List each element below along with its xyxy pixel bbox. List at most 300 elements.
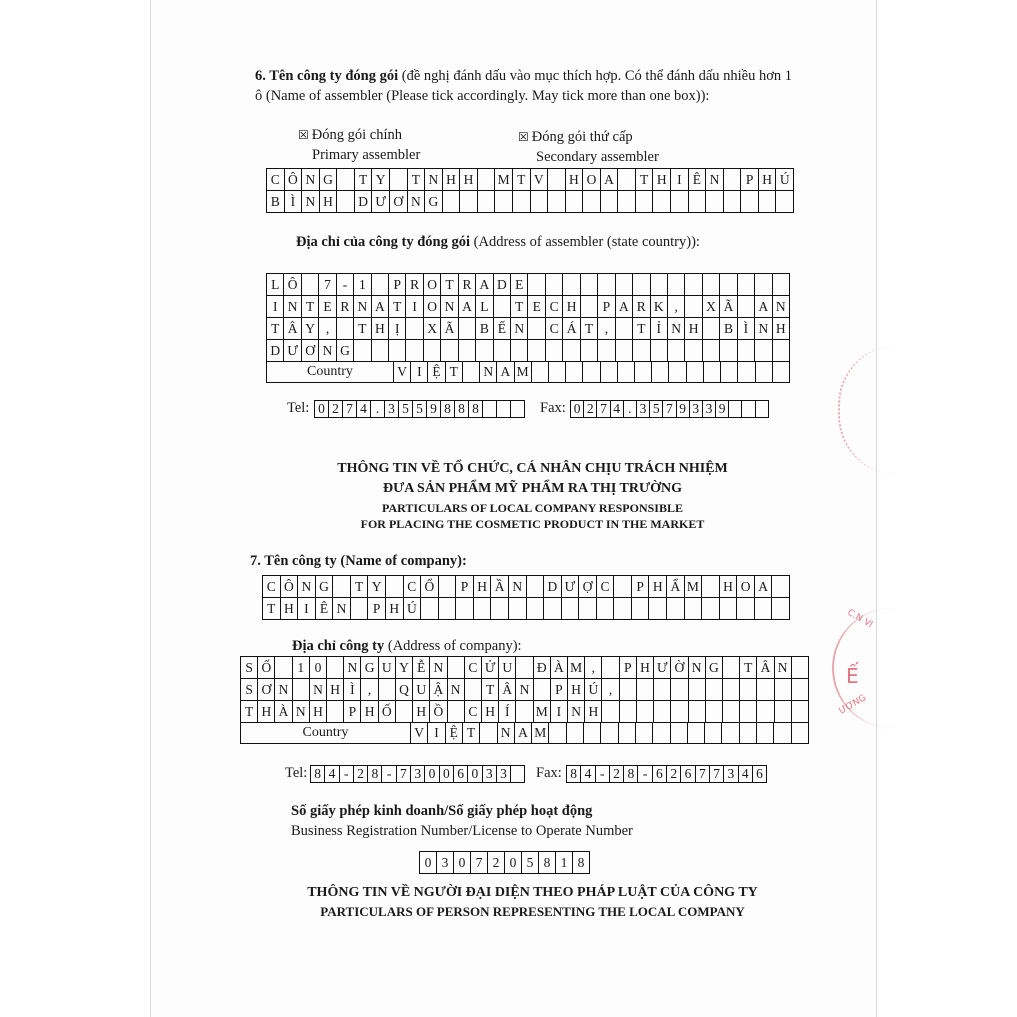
char-cell bbox=[652, 361, 669, 383]
char-cell: H bbox=[759, 169, 777, 191]
char-cell bbox=[495, 191, 513, 213]
char-cell: P bbox=[551, 679, 568, 701]
char-cell bbox=[459, 318, 476, 340]
digit-cell: 0 bbox=[315, 401, 329, 418]
char-cell: H bbox=[653, 169, 671, 191]
digit-cell: 3 bbox=[483, 766, 497, 783]
char-cell: A bbox=[601, 169, 619, 191]
char-cell bbox=[706, 679, 723, 701]
representative-heading-line2: PARTICULARS OF PERSON REPRESENTING THE LOCAL COMPANY bbox=[320, 904, 745, 919]
company-tel-label: Tel: bbox=[285, 765, 308, 781]
digit-cell: 5 bbox=[413, 401, 427, 418]
char-cell: N bbox=[706, 169, 724, 191]
char-cell: R bbox=[459, 274, 476, 296]
char-cell bbox=[757, 701, 774, 723]
char-cell: K bbox=[651, 296, 668, 318]
char-cell bbox=[632, 598, 650, 620]
char-cell: T bbox=[351, 576, 369, 598]
digit-cell: 4 bbox=[357, 401, 371, 418]
char-cell: O bbox=[424, 274, 441, 296]
char-cell: N bbox=[302, 169, 320, 191]
char-cell bbox=[636, 191, 654, 213]
char-cell: À bbox=[551, 657, 568, 679]
char-cell bbox=[653, 722, 670, 744]
digit-cell: 2 bbox=[488, 852, 505, 874]
char-cell: Ì bbox=[285, 191, 303, 213]
char-cell: U bbox=[379, 657, 396, 679]
char-cell bbox=[618, 361, 635, 383]
char-cell: Â bbox=[284, 318, 301, 340]
company-name-grid bbox=[262, 575, 790, 620]
char-cell: Á bbox=[563, 318, 580, 340]
char-cell: H bbox=[460, 169, 478, 191]
char-cell: T bbox=[446, 361, 463, 383]
char-cell: P bbox=[344, 701, 361, 723]
char-cell bbox=[669, 361, 686, 383]
char-cell: T bbox=[302, 296, 319, 318]
char-cell bbox=[614, 598, 632, 620]
char-cell: D bbox=[494, 274, 511, 296]
char-cell: P bbox=[741, 169, 759, 191]
char-cell bbox=[478, 191, 496, 213]
char-cell: M bbox=[534, 701, 551, 723]
char-cell bbox=[531, 191, 549, 213]
char-cell bbox=[759, 191, 777, 213]
char-cell: V bbox=[531, 169, 549, 191]
char-cell bbox=[776, 191, 794, 213]
char-cell bbox=[459, 340, 476, 362]
char-cell bbox=[724, 191, 742, 213]
char-cell: N bbox=[425, 169, 443, 191]
char-cell: C bbox=[546, 318, 563, 340]
char-cell bbox=[406, 340, 423, 362]
digit-cell: 0 bbox=[468, 766, 482, 783]
company-address-label-bold: Địa chỉ công ty bbox=[292, 638, 385, 654]
char-cell: N bbox=[333, 598, 351, 620]
char-cell bbox=[704, 361, 721, 383]
char-cell bbox=[549, 722, 566, 744]
char-cell: P bbox=[456, 576, 474, 598]
char-cell bbox=[654, 679, 671, 701]
char-cell: Ô bbox=[285, 169, 303, 191]
char-cell: Ư bbox=[372, 191, 390, 213]
char-cell: E bbox=[319, 296, 336, 318]
char-cell bbox=[738, 296, 755, 318]
char-cell: M bbox=[685, 576, 703, 598]
char-cell bbox=[685, 296, 702, 318]
char-cell: B bbox=[720, 318, 737, 340]
digit-cell: . bbox=[371, 401, 385, 418]
char-cell bbox=[633, 340, 650, 362]
char-cell: I bbox=[267, 296, 284, 318]
representative-heading-line1: THÔNG TIN VỀ NGƯỜI ĐẠI DIỆN THEO PHÁP LUẬT CỦA CÔNG TY bbox=[307, 885, 758, 900]
primary-assembler-en: Primary assembler bbox=[312, 147, 421, 163]
responsible-heading-line3: PARTICULARS OF LOCAL COMPANY RESPONSIBLE bbox=[382, 501, 683, 515]
char-cell bbox=[635, 361, 652, 383]
char-cell: H bbox=[566, 169, 584, 191]
char-cell: , bbox=[668, 296, 685, 318]
digit-cell: 8 bbox=[441, 401, 455, 418]
char-cell: E bbox=[528, 296, 545, 318]
char-cell: A bbox=[497, 361, 514, 383]
char-cell: T bbox=[241, 701, 258, 723]
char-cell bbox=[494, 340, 511, 362]
char-cell: Ê bbox=[316, 598, 334, 620]
char-cell bbox=[372, 340, 389, 362]
char-cell bbox=[668, 340, 685, 362]
company-address-label bbox=[292, 638, 522, 655]
char-cell bbox=[448, 657, 465, 679]
char-cell bbox=[721, 361, 738, 383]
char-cell: Ố bbox=[258, 657, 275, 679]
char-cell: H bbox=[443, 169, 461, 191]
assembler-address-label-bold: Địa chỉ của công ty đóng gói bbox=[296, 234, 471, 250]
assembler-fax-grid bbox=[570, 400, 769, 418]
digit-cell: 6 bbox=[681, 766, 695, 783]
digit-cell: 9 bbox=[677, 401, 690, 418]
char-cell bbox=[685, 274, 702, 296]
digit-cell: 7 bbox=[663, 401, 676, 418]
char-cell: Ế bbox=[494, 318, 511, 340]
digit-cell bbox=[729, 401, 742, 418]
char-cell bbox=[722, 722, 739, 744]
char-cell bbox=[687, 361, 704, 383]
digit-cell: 3 bbox=[385, 401, 399, 418]
digit-cell bbox=[497, 401, 511, 418]
char-cell bbox=[421, 598, 439, 620]
char-cell: A bbox=[616, 296, 633, 318]
assembler-name-grid bbox=[266, 168, 794, 213]
char-cell bbox=[579, 598, 597, 620]
char-cell bbox=[602, 701, 619, 723]
char-cell bbox=[703, 340, 720, 362]
char-cell bbox=[293, 679, 310, 701]
char-cell bbox=[424, 340, 441, 362]
char-cell: T bbox=[482, 679, 499, 701]
char-cell bbox=[723, 657, 740, 679]
char-cell bbox=[516, 701, 533, 723]
digit-cell: 6 bbox=[653, 766, 667, 783]
char-cell: C bbox=[546, 296, 563, 318]
char-cell bbox=[668, 274, 685, 296]
digit-cell: 3 bbox=[703, 401, 716, 418]
char-cell: Ố bbox=[379, 701, 396, 723]
stamp-text-bottom: ƯƠNG bbox=[837, 693, 869, 717]
char-cell bbox=[581, 296, 598, 318]
company-fax-label: Fax: bbox=[536, 765, 562, 781]
digit-cell bbox=[742, 401, 755, 418]
digit-cell: 8 bbox=[539, 852, 556, 874]
char-cell: À bbox=[275, 701, 292, 723]
char-cell bbox=[738, 274, 755, 296]
char-cell: N bbox=[668, 318, 685, 340]
char-cell: N bbox=[298, 576, 316, 598]
char-cell bbox=[527, 598, 545, 620]
char-cell: I bbox=[298, 598, 316, 620]
char-cell bbox=[463, 361, 480, 383]
char-cell: Ầ bbox=[491, 576, 509, 598]
char-cell bbox=[667, 598, 685, 620]
company-country-row bbox=[240, 722, 809, 744]
char-cell bbox=[511, 340, 528, 362]
char-cell: O bbox=[583, 169, 601, 191]
char-cell bbox=[372, 274, 389, 296]
char-cell bbox=[513, 191, 531, 213]
char-cell bbox=[740, 679, 757, 701]
char-cell: Ử bbox=[482, 657, 499, 679]
char-cell bbox=[601, 191, 619, 213]
country-label: Country bbox=[267, 361, 394, 383]
digit-cell: 3 bbox=[637, 401, 650, 418]
char-cell: H bbox=[585, 701, 602, 723]
char-cell: Đ bbox=[534, 657, 551, 679]
char-cell: Ệ bbox=[428, 361, 445, 383]
char-cell bbox=[532, 361, 549, 383]
char-cell bbox=[775, 679, 792, 701]
char-cell: P bbox=[632, 576, 650, 598]
digit-cell: 0 bbox=[505, 852, 522, 874]
char-cell bbox=[566, 361, 583, 383]
char-cell bbox=[620, 679, 637, 701]
digit-cell: 2 bbox=[354, 766, 368, 783]
char-cell bbox=[705, 722, 722, 744]
char-cell: S bbox=[241, 679, 258, 701]
char-cell: P bbox=[598, 296, 615, 318]
char-cell: C bbox=[465, 657, 482, 679]
char-cell bbox=[703, 318, 720, 340]
char-cell: P bbox=[620, 657, 637, 679]
section6-heading bbox=[255, 68, 792, 85]
char-cell: S bbox=[241, 657, 258, 679]
char-cell bbox=[755, 598, 773, 620]
char-cell: H bbox=[482, 701, 499, 723]
char-cell bbox=[443, 191, 461, 213]
char-cell bbox=[671, 722, 688, 744]
char-cell: , bbox=[361, 679, 378, 701]
char-cell bbox=[741, 191, 759, 213]
char-cell bbox=[337, 169, 355, 191]
char-cell: E bbox=[511, 274, 528, 296]
checked-box-icon: ☒ bbox=[298, 128, 309, 142]
char-cell: T bbox=[441, 274, 458, 296]
digit-cell: 2 bbox=[610, 766, 624, 783]
country-label: Country bbox=[241, 722, 411, 744]
char-cell bbox=[439, 598, 457, 620]
char-cell bbox=[302, 274, 319, 296]
char-cell bbox=[509, 598, 527, 620]
char-cell bbox=[740, 701, 757, 723]
char-cell: V bbox=[394, 361, 411, 383]
char-cell bbox=[620, 701, 637, 723]
char-cell bbox=[528, 340, 545, 362]
char-cell bbox=[671, 191, 689, 213]
char-cell: G bbox=[425, 191, 443, 213]
char-cell: T bbox=[263, 598, 281, 620]
char-cell bbox=[757, 722, 774, 744]
assembler-tel-label: Tel: bbox=[287, 400, 310, 416]
char-cell bbox=[616, 340, 633, 362]
char-cell: H bbox=[720, 576, 738, 598]
char-cell bbox=[516, 657, 533, 679]
char-cell bbox=[637, 679, 654, 701]
char-cell: G bbox=[706, 657, 723, 679]
char-cell: M bbox=[515, 361, 532, 383]
char-cell bbox=[598, 340, 615, 362]
stamp-text-top: C.N VI bbox=[845, 607, 875, 631]
char-cell: N bbox=[293, 701, 310, 723]
char-cell: A bbox=[755, 576, 773, 598]
char-cell bbox=[702, 598, 720, 620]
char-cell: Y bbox=[302, 318, 319, 340]
responsible-heading-line4: FOR PLACING THE COSMETIC PRODUCT IN THE MARKET bbox=[360, 517, 705, 531]
char-cell bbox=[528, 318, 545, 340]
char-cell bbox=[337, 191, 355, 213]
char-cell: Ì bbox=[738, 318, 755, 340]
char-cell: C bbox=[263, 576, 281, 598]
secondary-assembler-en: Secondary assembler bbox=[536, 149, 659, 165]
char-cell: H bbox=[773, 318, 790, 340]
char-cell bbox=[633, 274, 650, 296]
char-cell bbox=[456, 598, 474, 620]
char-cell: N bbox=[689, 657, 706, 679]
char-cell: H bbox=[258, 701, 275, 723]
char-cell: M bbox=[532, 722, 549, 744]
digit-cell: 4 bbox=[325, 766, 339, 783]
char-cell bbox=[478, 169, 496, 191]
char-cell bbox=[474, 598, 492, 620]
stamp-text-mid: Ế bbox=[846, 664, 859, 688]
license-label-en: Business Registration Number/License to Operate Number bbox=[291, 823, 633, 839]
char-cell: Ợ bbox=[579, 576, 597, 598]
company-address-grid bbox=[240, 656, 809, 723]
char-cell: A bbox=[476, 274, 493, 296]
char-cell bbox=[688, 722, 705, 744]
char-cell: N bbox=[775, 657, 792, 679]
section6-heading-line2: ô (Name of assembler (Please tick accordingly. May tick more than one box)): bbox=[255, 88, 710, 104]
digit-cell: 7 bbox=[397, 766, 411, 783]
char-cell: T bbox=[513, 169, 531, 191]
char-cell bbox=[548, 191, 566, 213]
char-cell: T bbox=[354, 318, 371, 340]
digit-cell: 8 bbox=[311, 766, 325, 783]
char-cell: U bbox=[413, 679, 430, 701]
char-cell bbox=[618, 169, 636, 191]
char-cell: B bbox=[476, 318, 493, 340]
digit-cell: 0 bbox=[440, 766, 454, 783]
char-cell: N bbox=[310, 679, 327, 701]
secondary-assembler-checkbox[interactable] bbox=[518, 129, 633, 146]
char-cell: H bbox=[413, 701, 430, 723]
char-cell: Ậ bbox=[430, 679, 447, 701]
char-cell: I bbox=[551, 701, 568, 723]
char-cell: Ỉ bbox=[651, 318, 668, 340]
char-cell: Y bbox=[372, 169, 390, 191]
char-cell: N bbox=[319, 340, 336, 362]
char-cell bbox=[724, 169, 742, 191]
char-cell: M bbox=[495, 169, 513, 191]
char-cell bbox=[702, 576, 720, 598]
char-cell bbox=[379, 679, 396, 701]
char-cell bbox=[637, 701, 654, 723]
company-fax-grid bbox=[566, 765, 767, 783]
digit-cell: 3 bbox=[724, 766, 738, 783]
digit-cell: . bbox=[624, 401, 637, 418]
char-cell: , bbox=[602, 679, 619, 701]
char-cell bbox=[546, 274, 563, 296]
digit-cell: 8 bbox=[567, 766, 581, 783]
section7-heading: 7. Tên công ty (Name of company): bbox=[250, 553, 467, 569]
char-cell bbox=[685, 598, 703, 620]
char-cell: Ã bbox=[720, 296, 737, 318]
char-cell: Y bbox=[368, 576, 386, 598]
char-cell bbox=[773, 340, 790, 362]
char-cell: , bbox=[598, 318, 615, 340]
char-cell bbox=[534, 679, 551, 701]
char-cell: Â bbox=[757, 657, 774, 679]
digit-cell: 9 bbox=[716, 401, 729, 418]
primary-assembler-checkbox[interactable] bbox=[298, 127, 402, 144]
char-cell bbox=[406, 318, 423, 340]
char-cell: Ư bbox=[654, 657, 671, 679]
char-cell: T bbox=[636, 169, 654, 191]
char-cell bbox=[792, 657, 809, 679]
char-cell: T bbox=[740, 657, 757, 679]
char-cell bbox=[439, 576, 457, 598]
char-cell: Ô bbox=[281, 576, 299, 598]
char-cell bbox=[654, 701, 671, 723]
char-cell: Ô bbox=[284, 274, 301, 296]
char-cell bbox=[562, 598, 580, 620]
char-cell: N bbox=[275, 679, 292, 701]
digit-cell: 8 bbox=[368, 766, 382, 783]
char-cell: Â bbox=[499, 679, 516, 701]
digit-cell: 3 bbox=[437, 852, 454, 874]
digit-cell: 2 bbox=[667, 766, 681, 783]
char-cell: N bbox=[516, 679, 533, 701]
char-cell: N bbox=[755, 318, 772, 340]
char-cell bbox=[601, 722, 618, 744]
char-cell bbox=[337, 318, 354, 340]
char-cell bbox=[616, 318, 633, 340]
digit-cell: 0 bbox=[454, 852, 471, 874]
digit-cell: 7 bbox=[710, 766, 724, 783]
char-cell: N bbox=[354, 296, 371, 318]
primary-assembler-vi: Đóng gói chính bbox=[311, 127, 402, 143]
digit-cell bbox=[483, 401, 497, 418]
section6-heading-note: (đề nghị đánh dấu vào mục thích hợp. Có thể đánh dấu nhiều hơn 1 bbox=[401, 68, 793, 84]
digit-cell: 5 bbox=[650, 401, 663, 418]
char-cell: N bbox=[302, 191, 320, 213]
char-cell bbox=[354, 340, 371, 362]
digit-cell: 6 bbox=[454, 766, 468, 783]
char-cell: , bbox=[319, 318, 336, 340]
license-number-grid bbox=[419, 851, 590, 874]
char-cell bbox=[720, 598, 738, 620]
char-cell: N bbox=[773, 296, 790, 318]
digit-cell: 0 bbox=[425, 766, 439, 783]
char-cell bbox=[685, 340, 702, 362]
char-cell: Í bbox=[499, 701, 516, 723]
char-cell bbox=[583, 191, 601, 213]
char-cell bbox=[689, 701, 706, 723]
char-cell bbox=[723, 679, 740, 701]
char-cell: C bbox=[404, 576, 422, 598]
char-cell: T bbox=[581, 318, 598, 340]
assembler-address-grid bbox=[266, 273, 790, 362]
char-cell: C bbox=[597, 576, 615, 598]
char-cell bbox=[720, 340, 737, 362]
char-cell bbox=[476, 340, 493, 362]
